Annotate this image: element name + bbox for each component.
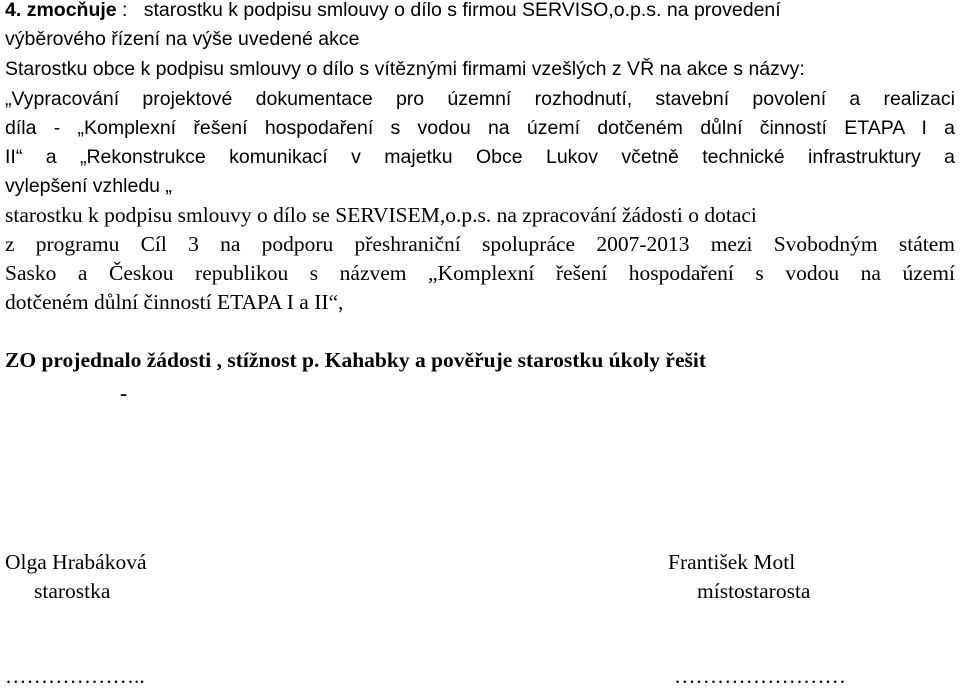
item-line-10: Sasko a Českou republikou s názvem „Komplexní řešení hospodaření s vodou na území	[5, 261, 955, 285]
item-4-heading-line	[5, 0, 781, 24]
item-number: 4.	[5, 0, 22, 21]
item-line-1: starostku k podpisu smlouvy o dílo s firmou SERVISO,o.p.s. na provedení	[143, 0, 781, 21]
item-line-5: díla - „Komplexní řešení hospodaření s vodou na území dotčeném důlní činností ETAPA I a	[5, 117, 955, 139]
item-colon: :	[116, 0, 128, 21]
item-verb: zmocňuje	[26, 0, 117, 21]
signature-left-name: Olga Hrabáková	[5, 550, 147, 574]
item-line-2: výběrového řízení na výše uvedené akce	[5, 28, 360, 50]
item-line-9: z programu Cíl 3 na podporu přeshraniční spolupráce 2007-2013 mezi Svobodným státem	[5, 232, 955, 256]
signature-right-dots: ……………………	[674, 664, 846, 688]
item-line-6: II“ a „Rekonstrukce komunikací v majetku Obce Lukov včetně technické infrastruktury a	[5, 146, 955, 168]
signature-left-role: starostka	[34, 579, 111, 603]
signature-right-name: František Motl	[668, 550, 796, 574]
item-line-8: starostku k podpisu smlouvy o dílo se SERVISEM,o.p.s. na zpracování žádosti o dotaci	[5, 203, 757, 227]
zo-statement: ZO projednalo žádosti , stížnost p. Kahabky a pověřuje starostku úkoly řešit	[5, 348, 707, 372]
dash: -	[120, 381, 128, 405]
item-line-7: vylepšení vzhledu „	[5, 175, 172, 197]
item-line-4: „Vypracování projektové dokumentace pro územní rozhodnutí, stavební povolení a realizaci	[5, 88, 955, 110]
item-line-11: dotčeném důlní činností ETAPA I a II“,	[5, 290, 344, 314]
item-line-3: Starostku obce k podpisu smlouvy o dílo s vítěznými firmami vzešlých z VŘ na akce s názvy:	[5, 58, 805, 80]
signature-left-dots: ………………..	[5, 664, 145, 688]
signature-right-role: místostarosta	[697, 579, 811, 603]
